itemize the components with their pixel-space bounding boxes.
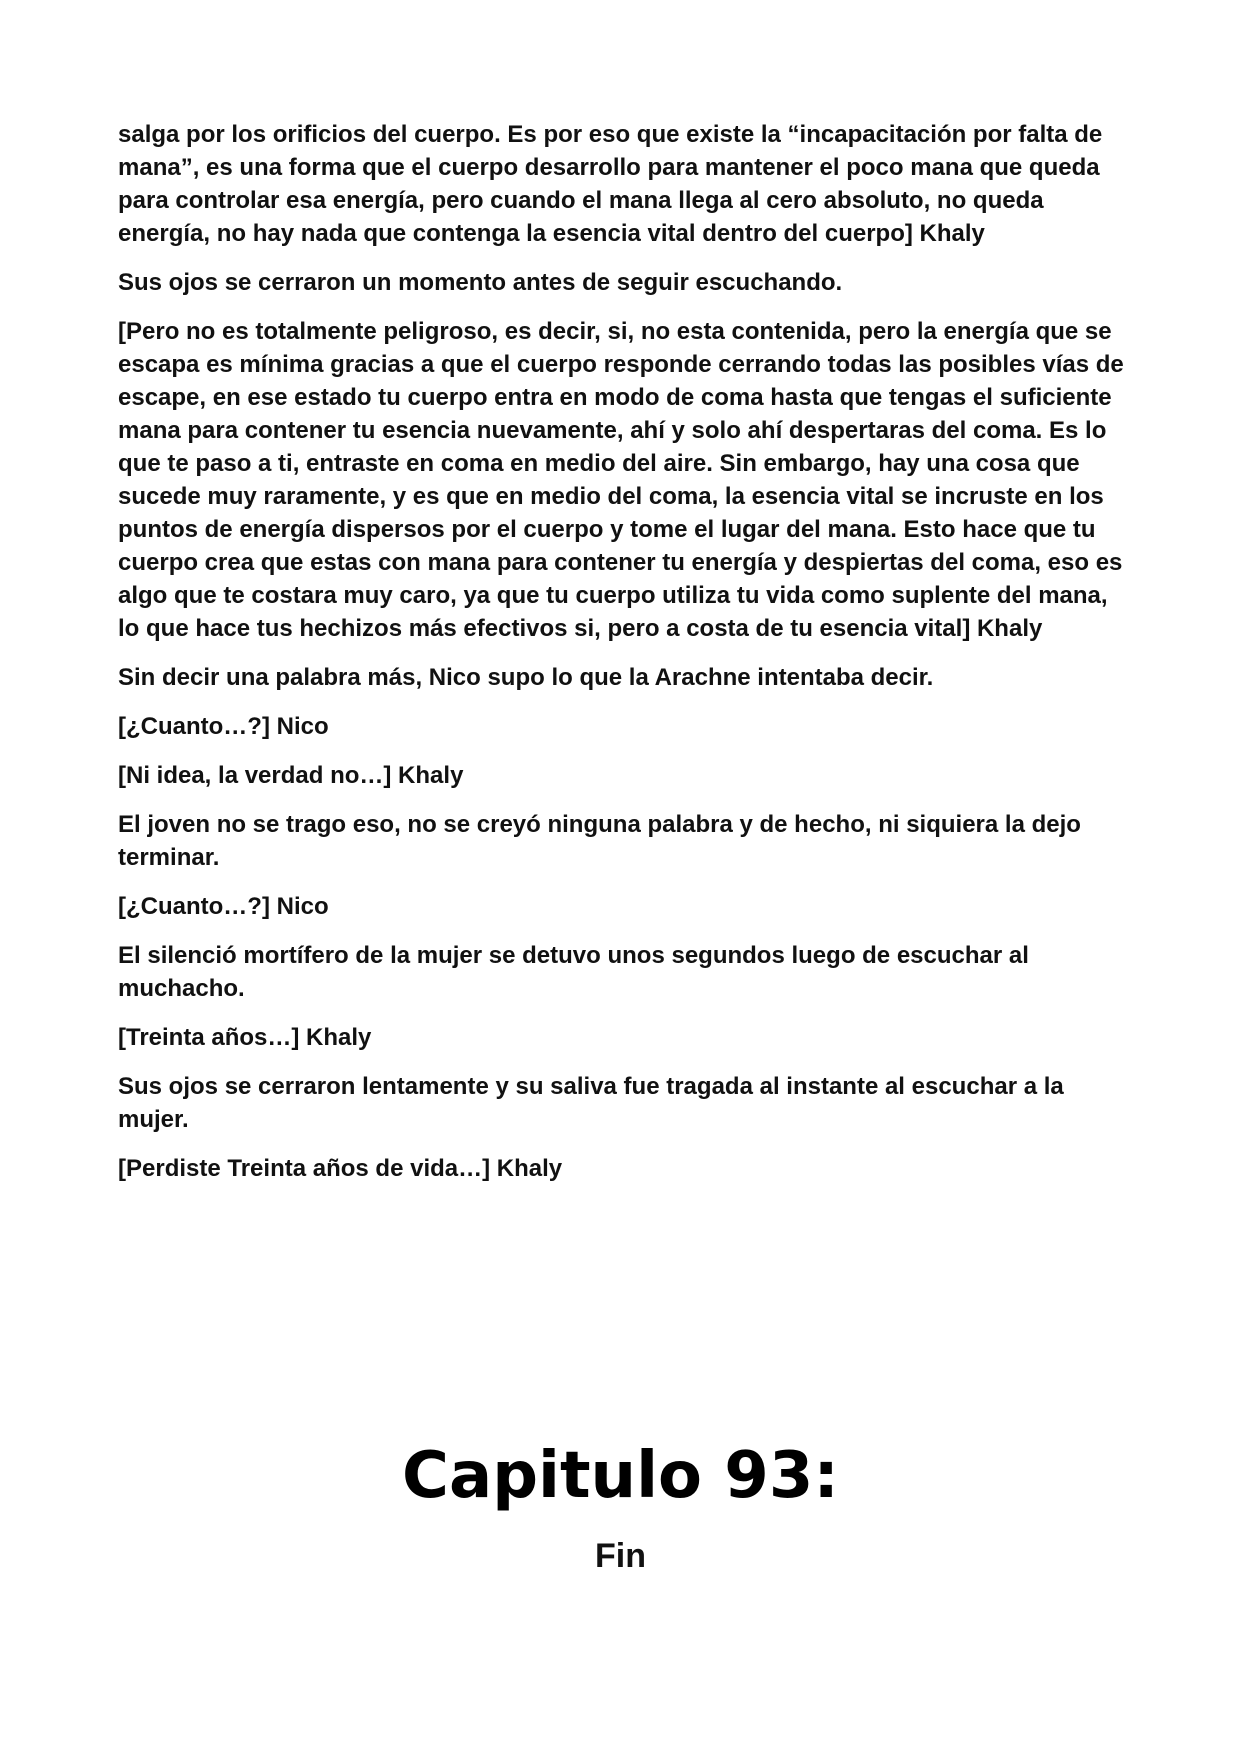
paragraph: El silenció mortífero de la mujer se detuvo unos segundos luego de escuchar al muchacho. (118, 942, 1029, 1002)
paragraph: Sin decir una palabra más, Nico supo lo que la Arachne intentaba decir. (118, 664, 934, 691)
story-text (118, 118, 1130, 1201)
paragraph: salga por los orificios del cuerpo. Es por eso que existe la “incapacitación por falta de mana”, es una forma que el cuerpo desarrollo para mantener el poco mana que queda para controlar esa energía, pero cuando el mana llega al cero absoluto, no queda energía, no hay nada que contenga la esencia vital dentro del cuerpo] Khaly (118, 121, 1103, 247)
chapter-end-label: Fin (595, 1537, 646, 1575)
paragraph: [Perdiste Treinta años de vida…] Khaly (118, 1155, 563, 1182)
paragraph: [¿Cuanto…?] Nico (118, 713, 329, 740)
paragraph: [Treinta años…] Khaly (118, 1024, 372, 1051)
paragraph: Sus ojos se cerraron lentamente y su saliva fue tragada al instante al escuchar a la mujer. (118, 1073, 1064, 1133)
paragraph: El joven no se trago eso, no se creyó ninguna palabra y de hecho, ni siquiera la dejo terminar. (118, 811, 1081, 871)
paragraph: [Ni idea, la verdad no…] Khaly (118, 762, 464, 789)
chapter-title: Capitulo 93: (402, 1439, 839, 1513)
paragraph: [Pero no es totalmente peligroso, es decir, si, no esta contenida, pero la energía que se escapa es mínima gracias a que el cuerpo responde cerrando todas las posibles vías de escape, en ese estado tu cuerpo entra en modo de coma hasta que tengas el suficiente mana para contener tu esencia nuevamente, ahí y solo ahí despertaras del coma. Es lo que te paso a ti, entraste en coma en medio del aire. Sin embargo, hay una cosa que sucede muy raramente, y es que en medio del coma, la esencia vital se incruste en los puntos de energía dispersos por el cuerpo y tome el lugar del mana. Esto hace que tu cuerpo crea que estas con mana para contener tu energía y despiertas del coma, eso es algo que te costara muy caro, ya que tu cuerpo utiliza tu vida como suplente del mana, lo que hace tus hechizos más efectivos si, pero a costa de tu esencia vital] Khaly (118, 318, 1124, 642)
paragraph: Sus ojos se cerraron un momento antes de seguir escuchando. (118, 269, 843, 296)
paragraph: [¿Cuanto…?] Nico (118, 893, 329, 920)
